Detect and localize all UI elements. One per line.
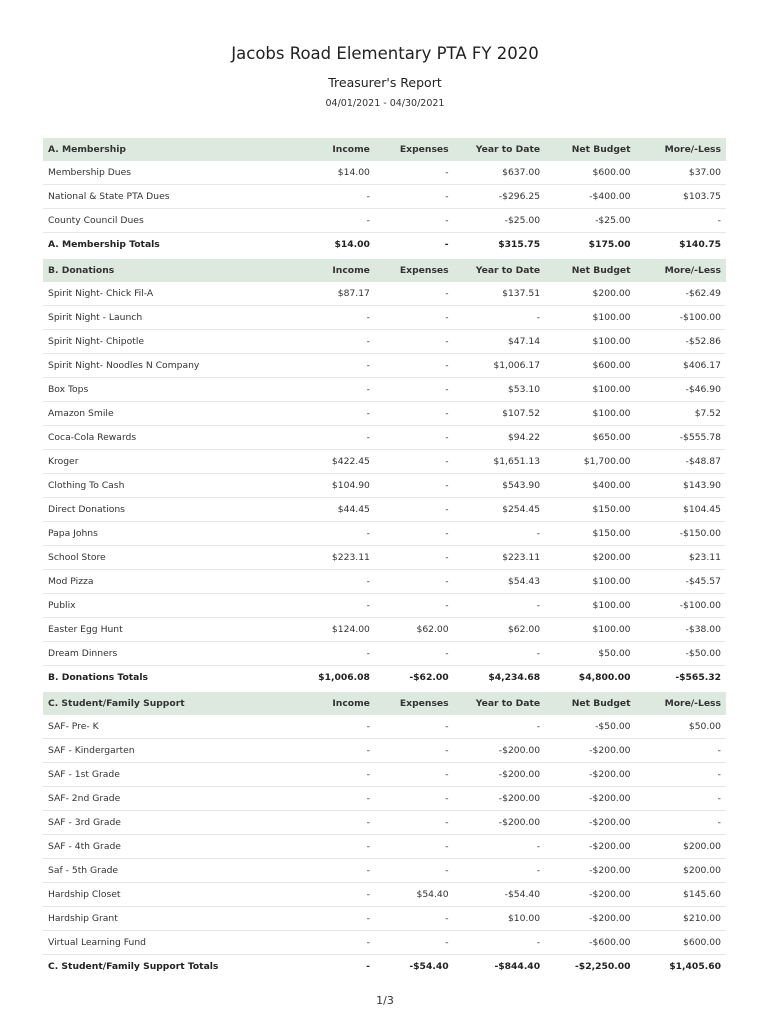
line-item-label: Mod Pizza — [43, 570, 296, 594]
cell-value: - — [296, 330, 375, 354]
cell-value: -$100.00 — [636, 594, 726, 618]
cell-value: - — [296, 185, 375, 209]
cell-value: - — [366, 961, 370, 972]
table-row — [43, 618, 726, 642]
cell-value: - — [636, 209, 726, 233]
table-row — [43, 426, 726, 450]
cell-value: - — [375, 161, 454, 185]
cell-value: - — [375, 931, 454, 955]
table-row — [43, 161, 726, 185]
line-item-label: Spirit Night - Launch — [43, 306, 296, 330]
line-item-label: SAF- 2nd Grade — [43, 787, 296, 811]
cell-value: $44.45 — [296, 498, 375, 522]
line-item-label: A. Membership Totals — [48, 239, 160, 250]
cell-value: - — [375, 330, 454, 354]
cell-value: -$200.00 — [545, 763, 635, 787]
cell-value: - — [296, 522, 375, 546]
cell-value: - — [454, 642, 545, 666]
line-item-label: Hardship Closet — [43, 883, 296, 907]
cell-value: $254.45 — [454, 498, 545, 522]
section-title: A. Membership — [43, 138, 296, 161]
table-row — [43, 907, 726, 931]
table-row — [43, 883, 726, 907]
cell-value: $50.00 — [545, 642, 635, 666]
cell-value: $100.00 — [545, 378, 635, 402]
line-item-label: Spirit Night- Noodles N Company — [43, 354, 296, 378]
cell-value: - — [636, 787, 726, 811]
cell-value: $637.00 — [454, 161, 545, 185]
cell-value: $150.00 — [545, 498, 635, 522]
cell-value: - — [375, 498, 454, 522]
cell-value: - — [375, 835, 454, 859]
cell-value: - — [296, 306, 375, 330]
cell-value: Expenses — [375, 138, 454, 161]
cell-value: - — [296, 787, 375, 811]
cell-value: $543.90 — [454, 474, 545, 498]
cell-value: -$50.00 — [545, 715, 635, 739]
cell-value: -$48.87 — [636, 450, 726, 474]
line-item-label: Virtual Learning Fund — [43, 931, 296, 955]
cell-value: $50.00 — [636, 715, 726, 739]
cell-value: -$296.25 — [454, 185, 545, 209]
cell-value: $200.00 — [636, 859, 726, 883]
cell-value: Year to Date — [454, 138, 545, 161]
cell-value: - — [375, 306, 454, 330]
table-row — [43, 763, 726, 787]
cell-value: $23.11 — [636, 546, 726, 570]
table-row — [43, 378, 726, 402]
cell-value: -$200.00 — [454, 763, 545, 787]
cell-value: -$200.00 — [545, 835, 635, 859]
cell-value: - — [444, 239, 449, 250]
line-item-label: Membership Dues — [43, 161, 296, 185]
cell-value: - — [296, 378, 375, 402]
cell-value: - — [296, 883, 375, 907]
cell-value: $124.00 — [296, 618, 375, 642]
cell-value: $600.00 — [545, 161, 635, 185]
cell-value: -$200.00 — [454, 811, 545, 835]
cell-value: -$54.40 — [454, 883, 545, 907]
cell-value: $650.00 — [545, 426, 635, 450]
cell-value: $200.00 — [545, 546, 635, 570]
cell-value: -$38.00 — [636, 618, 726, 642]
cell-value: $100.00 — [545, 618, 635, 642]
cell-value: $100.00 — [545, 330, 635, 354]
cell-value: -$45.57 — [636, 570, 726, 594]
line-item-label: Clothing To Cash — [43, 474, 296, 498]
section-total-row — [43, 955, 726, 979]
cell-value: - — [454, 594, 545, 618]
cell-value: - — [375, 907, 454, 931]
cell-value: $140.75 — [679, 239, 721, 250]
cell-value: - — [375, 522, 454, 546]
table-row — [43, 306, 726, 330]
line-item-label: Kroger — [43, 450, 296, 474]
cell-value: -$200.00 — [545, 811, 635, 835]
treasurer-report-table — [43, 138, 726, 978]
cell-value: - — [454, 835, 545, 859]
table-row — [43, 642, 726, 666]
cell-value: $100.00 — [545, 594, 635, 618]
section-title: B. Donations — [43, 259, 296, 282]
line-item-label: Spirit Night- Chick Fil-A — [43, 282, 296, 306]
table-row — [43, 931, 726, 955]
cell-value: -$200.00 — [454, 739, 545, 763]
cell-value: $210.00 — [636, 907, 726, 931]
cell-value: - — [375, 570, 454, 594]
cell-value: - — [296, 402, 375, 426]
cell-value: - — [375, 426, 454, 450]
table-row — [43, 450, 726, 474]
cell-value: $200.00 — [545, 282, 635, 306]
line-item-label: SAF - 1st Grade — [43, 763, 296, 787]
cell-value: - — [296, 739, 375, 763]
section-header-row — [43, 259, 726, 282]
cell-value: Expenses — [375, 692, 454, 715]
cell-value: Net Budget — [545, 259, 635, 282]
cell-value: - — [636, 811, 726, 835]
cell-value: - — [296, 763, 375, 787]
cell-value: - — [375, 739, 454, 763]
cell-value: $175.00 — [588, 239, 631, 250]
section-total-row — [43, 666, 726, 690]
line-item-label: Saf - 5th Grade — [43, 859, 296, 883]
cell-value: -$150.00 — [636, 522, 726, 546]
table-row — [43, 835, 726, 859]
cell-value: - — [375, 787, 454, 811]
cell-value: $137.51 — [454, 282, 545, 306]
cell-value: Expenses — [375, 259, 454, 282]
line-item-label: National & State PTA Dues — [43, 185, 296, 209]
cell-value: -$400.00 — [545, 185, 635, 209]
cell-value: -$200.00 — [545, 739, 635, 763]
cell-value: -$844.40 — [494, 961, 541, 972]
cell-value: - — [375, 859, 454, 883]
line-item-label: Papa Johns — [43, 522, 296, 546]
cell-value: More/-Less — [636, 259, 726, 282]
cell-value: -$62.00 — [409, 672, 449, 683]
cell-value: $400.00 — [545, 474, 635, 498]
line-item-label: SAF - 4th Grade — [43, 835, 296, 859]
line-item-label: SAF - Kindergarten — [43, 739, 296, 763]
cell-value: -$52.86 — [636, 330, 726, 354]
cell-value: $1,006.08 — [318, 672, 370, 683]
cell-value: -$25.00 — [545, 209, 635, 233]
cell-value: $54.43 — [454, 570, 545, 594]
cell-value: -$200.00 — [454, 787, 545, 811]
cell-value: - — [636, 763, 726, 787]
cell-value: $37.00 — [636, 161, 726, 185]
cell-value: $200.00 — [636, 835, 726, 859]
cell-value: - — [375, 185, 454, 209]
report-table-body — [43, 138, 726, 978]
cell-value: - — [296, 209, 375, 233]
cell-value: $94.22 — [454, 426, 545, 450]
cell-value: - — [375, 594, 454, 618]
cell-value: - — [296, 931, 375, 955]
cell-value: $100.00 — [545, 402, 635, 426]
table-row — [43, 282, 726, 306]
cell-value: -$50.00 — [636, 642, 726, 666]
table-row — [43, 594, 726, 618]
cell-value: $10.00 — [454, 907, 545, 931]
cell-value: -$100.00 — [636, 306, 726, 330]
line-item-label: Spirit Night- Chipotle — [43, 330, 296, 354]
cell-value: $47.14 — [454, 330, 545, 354]
table-row — [43, 522, 726, 546]
cell-value: $600.00 — [636, 931, 726, 955]
cell-value: -$2,250.00 — [574, 961, 631, 972]
cell-value: - — [296, 594, 375, 618]
line-item-label: Publix — [43, 594, 296, 618]
cell-value: $422.45 — [296, 450, 375, 474]
cell-value: - — [454, 715, 545, 739]
section-title: C. Student/Family Support — [43, 692, 296, 715]
cell-value: Year to Date — [454, 259, 545, 282]
cell-value: - — [375, 282, 454, 306]
cell-value: $145.60 — [636, 883, 726, 907]
table-row — [43, 715, 726, 739]
line-item-label: Coca-Cola Rewards — [43, 426, 296, 450]
cell-value: -$555.78 — [636, 426, 726, 450]
cell-value: Year to Date — [454, 692, 545, 715]
cell-value: - — [296, 811, 375, 835]
report-date-range: 04/01/2021 - 04/30/2021 — [325, 98, 445, 109]
table-row — [43, 474, 726, 498]
cell-value: $1,651.13 — [454, 450, 545, 474]
report-subtitle: Treasurer's Report — [328, 75, 442, 90]
cell-value: - — [296, 715, 375, 739]
cell-value: -$25.00 — [454, 209, 545, 233]
cell-value: $223.11 — [296, 546, 375, 570]
cell-value: $14.00 — [296, 161, 375, 185]
cell-value: - — [296, 642, 375, 666]
cell-value: Net Budget — [545, 692, 635, 715]
cell-value: Income — [296, 138, 375, 161]
cell-value: $103.75 — [636, 185, 726, 209]
cell-value: More/-Less — [636, 138, 726, 161]
line-item-label: Hardship Grant — [43, 907, 296, 931]
line-item-label: B. Donations Totals — [48, 672, 148, 683]
cell-value: $14.00 — [334, 239, 370, 250]
table-row — [43, 739, 726, 763]
cell-value: - — [296, 426, 375, 450]
table-row — [43, 859, 726, 883]
cell-value: - — [296, 859, 375, 883]
cell-value: Income — [296, 692, 375, 715]
cell-value: - — [375, 642, 454, 666]
report-table-container — [43, 138, 726, 978]
cell-value: -$200.00 — [545, 907, 635, 931]
table-row — [43, 185, 726, 209]
line-item-label: Amazon Smile — [43, 402, 296, 426]
cell-value: - — [375, 763, 454, 787]
section-header-row — [43, 692, 726, 715]
cell-value: $62.00 — [454, 618, 545, 642]
cell-value: Income — [296, 259, 375, 282]
cell-value: $4,800.00 — [578, 672, 631, 683]
cell-value: - — [454, 859, 545, 883]
table-row — [43, 570, 726, 594]
cell-value: $150.00 — [545, 522, 635, 546]
cell-value: - — [375, 450, 454, 474]
cell-value: Net Budget — [545, 138, 635, 161]
cell-value: $7.52 — [636, 402, 726, 426]
cell-value: $223.11 — [454, 546, 545, 570]
cell-value: -$565.32 — [675, 672, 721, 683]
cell-value: - — [375, 474, 454, 498]
cell-value: $54.40 — [375, 883, 454, 907]
cell-value: - — [375, 209, 454, 233]
cell-value: -$600.00 — [545, 931, 635, 955]
table-row — [43, 354, 726, 378]
cell-value: - — [296, 354, 375, 378]
cell-value: - — [296, 835, 375, 859]
cell-value: $62.00 — [375, 618, 454, 642]
report-title: Jacobs Road Elementary PTA FY 2020 — [231, 44, 539, 63]
table-row — [43, 498, 726, 522]
cell-value: - — [296, 907, 375, 931]
cell-value: $87.17 — [296, 282, 375, 306]
section-header-row — [43, 138, 726, 161]
cell-value: $143.90 — [636, 474, 726, 498]
cell-value: -$62.49 — [636, 282, 726, 306]
cell-value: - — [454, 931, 545, 955]
cell-value: - — [454, 522, 545, 546]
cell-value: $1,700.00 — [545, 450, 635, 474]
table-row — [43, 209, 726, 233]
cell-value: -$54.40 — [409, 961, 449, 972]
table-row — [43, 402, 726, 426]
cell-value: - — [375, 546, 454, 570]
table-row — [43, 787, 726, 811]
line-item-label: C. Student/Family Support Totals — [48, 961, 219, 972]
cell-value: $100.00 — [545, 306, 635, 330]
cell-value: $406.17 — [636, 354, 726, 378]
line-item-label: Direct Donations — [43, 498, 296, 522]
cell-value: - — [375, 378, 454, 402]
cell-value: More/-Less — [636, 692, 726, 715]
line-item-label: SAF - 3rd Grade — [43, 811, 296, 835]
cell-value: $315.75 — [498, 239, 541, 250]
page-number: 1/3 — [376, 994, 394, 1007]
line-item-label: School Store — [43, 546, 296, 570]
line-item-label: County Council Dues — [43, 209, 296, 233]
line-item-label: Box Tops — [43, 378, 296, 402]
cell-value: - — [454, 306, 545, 330]
cell-value: $1,405.60 — [669, 961, 721, 972]
cell-value: $107.52 — [454, 402, 545, 426]
line-item-label: Easter Egg Hunt — [43, 618, 296, 642]
line-item-label: Dream Dinners — [43, 642, 296, 666]
cell-value: $104.90 — [296, 474, 375, 498]
cell-value: $1,006.17 — [454, 354, 545, 378]
cell-value: $100.00 — [545, 570, 635, 594]
cell-value: -$200.00 — [545, 859, 635, 883]
cell-value: -$200.00 — [545, 883, 635, 907]
cell-value: - — [375, 715, 454, 739]
table-row — [43, 546, 726, 570]
cell-value: - — [375, 811, 454, 835]
cell-value: $53.10 — [454, 378, 545, 402]
line-item-label: SAF- Pre- K — [43, 715, 296, 739]
cell-value: - — [375, 402, 454, 426]
cell-value: - — [636, 739, 726, 763]
table-row — [43, 330, 726, 354]
cell-value: $104.45 — [636, 498, 726, 522]
table-row — [43, 811, 726, 835]
cell-value: $4,234.68 — [488, 672, 541, 683]
section-total-row — [43, 233, 726, 257]
cell-value: - — [296, 570, 375, 594]
cell-value: - — [375, 354, 454, 378]
cell-value: -$46.90 — [636, 378, 726, 402]
cell-value: $600.00 — [545, 354, 635, 378]
cell-value: -$200.00 — [545, 787, 635, 811]
